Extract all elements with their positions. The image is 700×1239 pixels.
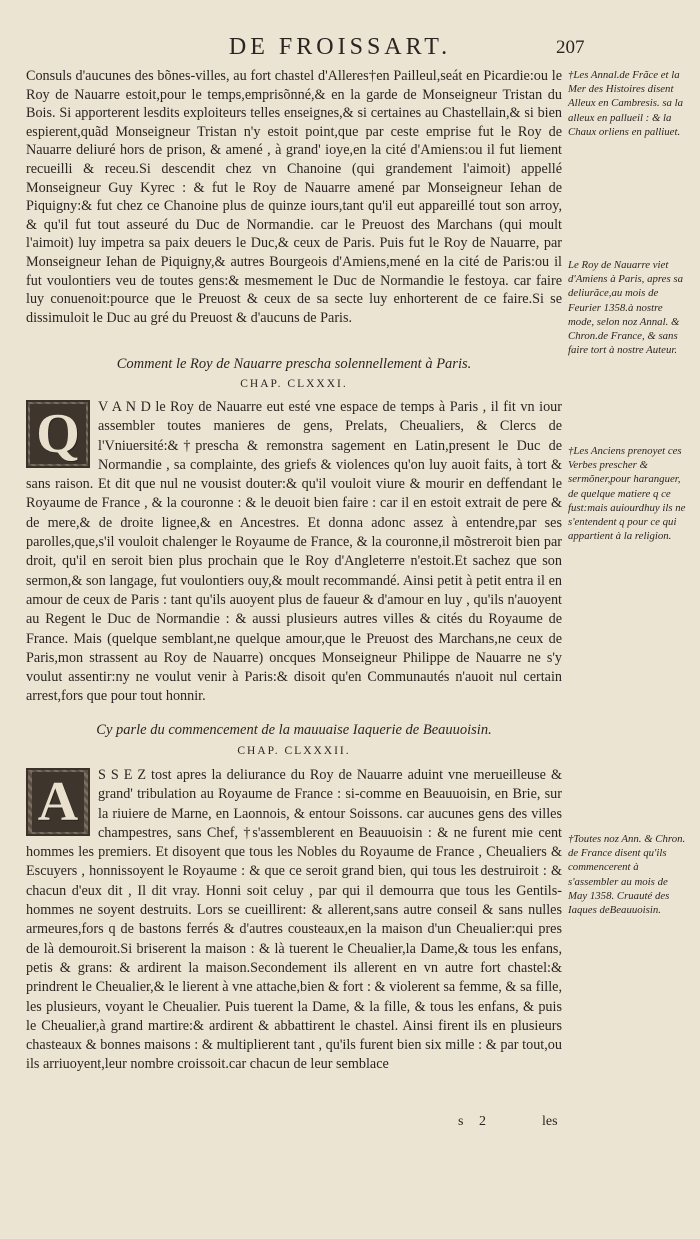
section-1 <box>26 67 562 327</box>
signature-mark: s 2 <box>458 1114 492 1129</box>
margin-note-4: †Toutes noz Ann. & Chron. de France disent qu'ils commencerent à s'assembler au mois de May 1358. Cruauté des Iaques deBeauuoisin. <box>568 833 686 917</box>
margin-note-3: †Les Anciens prenoyet ces Verbes prescher & sermõner,pour haranguer, de quelque matiere q ce fust:mais auiourdhuy ils ne s'entendent q pour ce qui appartient à la religion. <box>568 445 686 543</box>
chapter-181-heading: Comment le Roy de Nauarre prescha solennellement à Paris. <box>116 356 472 372</box>
margin-note-2: Le Roy de Nauarre viet d'Amiens à Paris, apres sa deliurãce,au mois de Feurier 1358.à nostre mode, selon noz Annal. & Chron.de France, & sans faire tort à nostre Auteur. <box>568 259 683 357</box>
chapter-182-number: CHAP. CLXXXII. <box>237 745 351 757</box>
catchword: les <box>542 1114 558 1129</box>
chapter-181-body <box>26 398 562 707</box>
page-number: 207 <box>556 37 585 58</box>
chapter-182-body <box>26 766 562 1075</box>
chapter-182-text: S S E Z tost apres la deliurance du Roy de Nauarre aduint vne merueilleuse & grand' tribulation au Royaume de France : si-comme en Beauuoisin, en Brie, sur la riuiere de Marne, en Laonnois, & entour Soissons. car aucunes gens des villes champestres, sans Chef, †s'assemblerent en Beauuoisin : & ne furent mie cent hommes les premiers. Et disoyent que tous les Nobles du Royaume de France , Cheualiers & Escuyers , honnissoyent le Royaume : & que ce seroit grand bien, qui tous les destruiroit : & chacun d'eux dit , Il dit vray. Honni soit celuy , par qui il demourra que tous les Gentils-hommes ne soyent destruits. Lors se cueillirent: & allerent,sans autre conseil & sans nulles armeures,fors q de bastons ferrés & d'autres cousteaux,en la maison d'un Cheualier:qui pres de là demouroit.Si briserent la maison : & là tuerent le Cheualier,la Dame,& tous les enfans, petis & grans: & ardirent la maison.Secondement ils allerent en vn autre fort chastel:& prindrent le Cheualier,& le lierent à vne attache,bien & fort : & violerent sa femme, & sa fille, les plusieurs, voyant le Cheualier. Puis tuerent la Dame, & la fille, & tous les enfans, & puis le Cheualier,à grand martire:& ardirent & abbattirent le chastel. Ainsi firent ils en plusieurs chasteaux & bonnes maisons : & multiplierent tant , qu'ils furent bien six mille : & par tout,ou ils arriuoyent,leur nombre croissoit.car chacun de leur semblace <box>26 767 562 1073</box>
running-head: DE FROISSART. <box>228 34 452 60</box>
chapter-182-heading: Cy parle du commencement de la mauuaise Iaquerie de Beauuoisin. <box>96 722 492 738</box>
margin-note-1: †Les Annal.de Frãce et la Mer des Histoires disent Alleux en Cambresis. sa la alleux en pallueil : & la Chaux orliens en palliuet. <box>568 69 684 138</box>
chapter-181-number: CHAP. CLXXXI. <box>240 378 348 390</box>
chapter-181-text: V A N D le Roy de Nauarre eut esté vne espace de temps à Paris , il fit vn iour assembler toutes manieres de gens, Prelats, Cheualiers, & Clercs de l'Vniuersité:&†prescha & remonstra sagement en Latin,present le Duc de Normandie , sa complainte, des griefs & violences qu'on luy auoit faits, à tort & sans raison. Et dit que nul ne vousist douter:& qu'il vouloit viure & mourir en deffendant le Royaume de France , & la couronne : & le deuoit bien faire : car il en estoit extrait de pere & de mere,& de droite lignee,& en Ancestres. Et donna adonc assez à entendre,par ses parolles,que,s'il vouloit chalenger le Royaume de France, & la couronne,il mõstreroit bien par droit, qu'il en seroit bien plus prochain que le Roy d'Angleterre n'estoit.Et sachez que son sermon,& son langage, fut voulontiers ouy,& moult recommandé. Ainsi petit à petit entra il en amour de ceux de Paris : tant qu'ils auoyent plus de faueur & d'amour en luy , qu'ils n'auoyent au Regent le Duc de Normandie : & aussi plusieurs autres villes & cités du Royaume de France. Mais (quelque semblant,ne quelque amour,que le Preuost des Marchans,ne ceux de Paris,mon strassent au Roy de Nauarre) oncques Monseigneur Philippe de Nauarre ne s'y voulut assentir:ny ne voulut venir à Paris:& disoit qu'en Communautés n'auoit nul certain arrest,fors que pour tout honnir. <box>26 399 562 705</box>
dropcap-a-icon: A <box>26 768 90 836</box>
dropcap-q-icon: Q <box>26 400 90 468</box>
section-1-text: Consuls d'aucunes des bõnes-villes, au fort chastel d'Alleres†en Pailleul,seát en Picardie:ou le Roy de Nauarre estoit,pour le temps,emprisõnné,& en la garde de Monseigneur Tristan du Bois. Si apporterent lesdits exploiteurs telles enseignes,& si certaines au Chastellain,& si bien espierent,quãd Monseigneur Tristan n'y estoit point,que par ceste emprise fut le Roy de Nauarre deliuré hors de prison, & amené , à grand' ioye,en la cité d'Amiens:ou il fut liement recueilli & receu.Si descendit chez vn Chanoine (qui grandement l'aimoit) appellé Monseigneur Guy Kyrec : & fut le Roy de Nauarre amené par Monseigneur Iehan de Piquigny:& fut chez ce Chanoine plus de quinze iours,tant qu'il eut appareillé tout son arroy, & qu'il fut tout asseuré du Duc de Normandie. car le Preuost des Marchans (qui moult l'aimoit) luy impetra sa paix deuers le Duc,& ceux de Paris. Puis fut le Roy de Nauarre, par Monseigneur Iehan de Piquigny,& autres Bourgeois d'Amiens,mené en la cité de Paris:ou il fut voulontiers veu de toutes gens:& mesmement le Duc de Normandie le festoya. car faire luy conuenoit:pource que le Preuost & ceux de sa secte luy enhorterent de ce faire.Si se dissimuloit le Duc au gré du Preuost & d'aucuns de Paris. <box>26 68 562 326</box>
